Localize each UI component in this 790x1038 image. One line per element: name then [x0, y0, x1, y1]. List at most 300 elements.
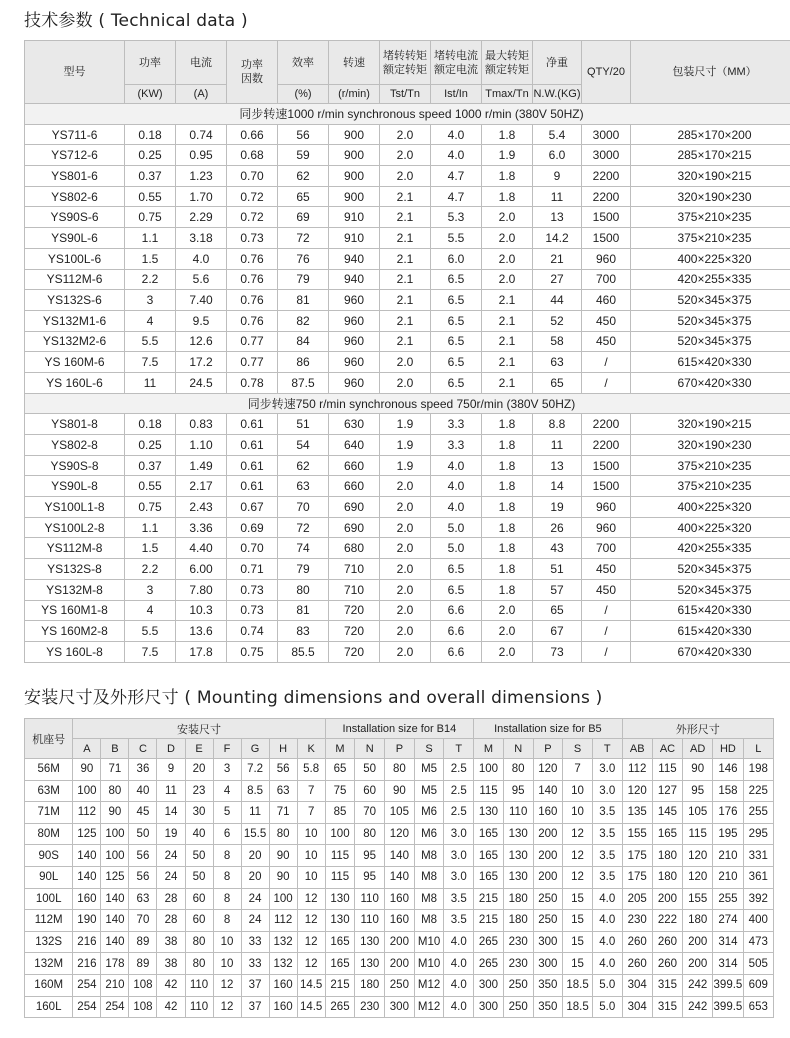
table-cell: 1.8	[482, 517, 533, 538]
table-cell: 12	[213, 974, 241, 996]
table-cell: 300	[474, 974, 504, 996]
table-cell: 71	[269, 802, 297, 824]
table-cell: 6.0	[533, 145, 582, 166]
frame-no-cell: 63M	[25, 780, 73, 802]
table-cell: 304	[622, 974, 652, 996]
table-row	[25, 931, 774, 953]
table-cell: 960	[582, 517, 631, 538]
table-cell: 14	[533, 476, 582, 497]
table-cell: 6.6	[431, 600, 482, 621]
table-cell: 115	[474, 780, 504, 802]
table-cell: 1.9	[380, 455, 431, 476]
table-cell: 130	[355, 953, 385, 975]
table-cell: 375×210×235	[631, 476, 790, 497]
table-cell: 2.2	[125, 559, 176, 580]
table-cell: 85.5	[278, 641, 329, 662]
table-cell: 960	[329, 290, 380, 311]
table-cell: M10	[414, 953, 444, 975]
table-cell: 1.5	[125, 248, 176, 269]
table-cell: YS100L1-8	[25, 497, 125, 518]
table-cell: 3.0	[444, 866, 474, 888]
table-cell: 250	[503, 974, 533, 996]
table-cell: 59	[278, 145, 329, 166]
table-cell: 112	[269, 910, 297, 932]
table-cell: 215	[474, 888, 504, 910]
table-cell: 0.37	[125, 455, 176, 476]
table-cell: 115	[325, 845, 355, 867]
table-cell: 50	[129, 823, 157, 845]
table-row	[25, 145, 790, 166]
table-cell: 720	[329, 621, 380, 642]
table-row	[25, 996, 774, 1018]
table-cell: 2.0	[380, 641, 431, 662]
table-cell: 62	[278, 166, 329, 187]
table-cell: 450	[582, 559, 631, 580]
table-cell: 165	[474, 866, 504, 888]
table-cell: 33	[241, 931, 269, 953]
table-row	[25, 476, 790, 497]
table-cell: 180	[503, 910, 533, 932]
table-cell: 132	[269, 931, 297, 953]
table-cell: 2.0	[380, 124, 431, 145]
table-cell: 615×420×330	[631, 600, 790, 621]
mount-table-body	[25, 759, 774, 1018]
table-cell: 165	[474, 845, 504, 867]
table-cell: 6.5	[431, 352, 482, 373]
mount-column-header: B	[101, 739, 129, 759]
table-cell: 110	[185, 996, 213, 1018]
table-cell: 4.0	[592, 888, 622, 910]
table-cell: 71	[101, 759, 129, 781]
table-cell: 82	[278, 310, 329, 331]
table-cell: 7.2	[241, 759, 269, 781]
tech-header-cell: 堵转电流 额定电流	[431, 41, 482, 85]
table-cell: 120	[533, 759, 563, 781]
table-cell: 63	[533, 352, 582, 373]
tech-header-cell: 包装尺寸（MM）	[631, 41, 790, 104]
frame-no-cell: 90L	[25, 866, 73, 888]
table-cell: 2.1	[380, 207, 431, 228]
table-cell: 2.1	[380, 269, 431, 290]
table-cell: 2.1	[482, 290, 533, 311]
table-cell: 3	[125, 579, 176, 600]
tech-header-cell: 堵转转矩 额定转矩	[380, 41, 431, 85]
table-cell: 0.25	[125, 435, 176, 456]
table-cell: 900	[329, 166, 380, 187]
table-cell: 165	[325, 953, 355, 975]
mount-column-header: L	[743, 739, 773, 759]
mount-column-header: AD	[683, 739, 713, 759]
table-cell: 8	[213, 866, 241, 888]
table-cell: 125	[73, 823, 101, 845]
table-cell: 1500	[582, 476, 631, 497]
table-cell: 450	[582, 310, 631, 331]
table-cell: /	[582, 600, 631, 621]
table-cell: 2.0	[380, 476, 431, 497]
table-cell: 1.8	[482, 166, 533, 187]
table-cell: 2.0	[380, 166, 431, 187]
table-cell: 0.61	[227, 476, 278, 497]
table-cell: M8	[414, 845, 444, 867]
table-cell: 9	[157, 759, 185, 781]
table-cell: 460	[582, 290, 631, 311]
table-cell: 250	[533, 910, 563, 932]
section-title: 同步转速750 r/min synchronous speed 750r/min (380V 50HZ)	[25, 393, 790, 414]
table-cell: 74	[278, 538, 329, 559]
table-cell: 2.0	[380, 538, 431, 559]
table-cell: 420×255×335	[631, 269, 790, 290]
table-cell: 690	[329, 517, 380, 538]
table-cell: 90	[73, 759, 101, 781]
table-cell: 200	[385, 953, 415, 975]
frame-no-cell: 100L	[25, 888, 73, 910]
table-cell: 1.8	[482, 497, 533, 518]
table-cell: 9.5	[176, 310, 227, 331]
table-cell: 265	[474, 931, 504, 953]
table-cell: 960	[329, 331, 380, 352]
table-cell: 200	[683, 953, 713, 975]
table-cell: 52	[533, 310, 582, 331]
table-cell: 4.0	[444, 953, 474, 975]
table-cell: 0.76	[227, 310, 278, 331]
table-cell: 160	[73, 888, 101, 910]
table-cell: M5	[414, 759, 444, 781]
table-cell: 4.0	[431, 476, 482, 497]
table-cell: 295	[743, 823, 773, 845]
tech-table-body	[25, 104, 790, 663]
tech-header-unit: (A)	[176, 85, 227, 104]
table-cell: 3.5	[592, 823, 622, 845]
table-cell: /	[582, 641, 631, 662]
table-cell: 4.0	[592, 931, 622, 953]
table-cell: 14	[157, 802, 185, 824]
table-cell: 81	[278, 290, 329, 311]
table-cell: 0.66	[227, 124, 278, 145]
table-cell: 670×420×330	[631, 372, 790, 393]
table-cell: 2200	[582, 435, 631, 456]
section-row	[25, 104, 790, 125]
table-cell: 28	[157, 888, 185, 910]
table-cell: 520×345×375	[631, 559, 790, 580]
mount-group-header: 安装尺寸	[73, 719, 325, 739]
table-cell: 720	[329, 600, 380, 621]
table-cell: 140	[73, 866, 101, 888]
table-cell: 3.5	[444, 888, 474, 910]
table-cell: 710	[329, 559, 380, 580]
mount-table-header	[25, 719, 774, 759]
table-cell: YS801-6	[25, 166, 125, 187]
table-cell: 6.6	[431, 621, 482, 642]
table-cell: 2.0	[380, 517, 431, 538]
table-cell: 0.75	[125, 497, 176, 518]
table-cell: 2.1	[380, 228, 431, 249]
table-cell: 2.0	[380, 621, 431, 642]
table-cell: 910	[329, 207, 380, 228]
table-row	[25, 759, 774, 781]
table-cell: 10	[297, 866, 325, 888]
table-cell: 87.5	[278, 372, 329, 393]
table-cell: 0.68	[227, 145, 278, 166]
table-cell: 90	[269, 866, 297, 888]
table-cell: 520×345×375	[631, 290, 790, 311]
table-cell: 11	[125, 372, 176, 393]
table-cell: YS 160L-8	[25, 641, 125, 662]
table-cell: 900	[329, 145, 380, 166]
table-cell: 5.3	[431, 207, 482, 228]
table-cell: 44	[533, 290, 582, 311]
table-cell: 230	[355, 996, 385, 1018]
table-cell: 3.3	[431, 414, 482, 435]
table-cell: M12	[414, 996, 444, 1018]
table-cell: 160	[269, 974, 297, 996]
table-cell: 0.69	[227, 517, 278, 538]
mount-column-header: M	[325, 739, 355, 759]
table-cell: YS801-8	[25, 414, 125, 435]
table-row	[25, 352, 790, 373]
table-cell: 0.72	[227, 186, 278, 207]
table-cell: 56	[278, 124, 329, 145]
table-cell: YS90S-6	[25, 207, 125, 228]
table-cell: YS712-6	[25, 145, 125, 166]
table-cell: 4.7	[431, 166, 482, 187]
table-cell: 0.67	[227, 497, 278, 518]
table-cell: 1500	[582, 455, 631, 476]
table-cell: 210	[713, 866, 743, 888]
table-cell: 250	[385, 974, 415, 996]
table-cell: 21	[533, 248, 582, 269]
table-cell: 95	[683, 780, 713, 802]
table-cell: 115	[652, 759, 682, 781]
mount-column-header: AC	[652, 739, 682, 759]
table-cell: 10	[297, 845, 325, 867]
table-cell: 76	[278, 248, 329, 269]
table-cell: 17.2	[176, 352, 227, 373]
table-cell: 4	[213, 780, 241, 802]
table-cell: 69	[278, 207, 329, 228]
table-cell: 285×170×200	[631, 124, 790, 145]
mount-column-header: P	[533, 739, 563, 759]
table-cell: 1.8	[482, 455, 533, 476]
tech-header-unit: (KW)	[125, 85, 176, 104]
table-cell: 165	[474, 823, 504, 845]
table-cell: YS802-8	[25, 435, 125, 456]
table-cell: 6.5	[431, 310, 482, 331]
mount-group-header: Installation size for B5	[474, 719, 622, 739]
table-cell: 0.73	[227, 600, 278, 621]
table-cell: 63	[278, 476, 329, 497]
table-cell: 670×420×330	[631, 641, 790, 662]
table-cell: 10	[563, 780, 593, 802]
table-cell: 10	[563, 802, 593, 824]
table-cell: 900	[329, 124, 380, 145]
table-cell: 50	[185, 866, 213, 888]
table-cell: M5	[414, 780, 444, 802]
frame-no-cell: 90S	[25, 845, 73, 867]
table-cell: M10	[414, 931, 444, 953]
table-cell: 216	[73, 953, 101, 975]
table-cell: 320×190×215	[631, 414, 790, 435]
table-cell: 15	[563, 910, 593, 932]
table-cell: 910	[329, 228, 380, 249]
table-cell: 304	[622, 996, 652, 1018]
table-cell: 130	[355, 931, 385, 953]
table-cell: 3.5	[592, 845, 622, 867]
table-cell: 450	[582, 331, 631, 352]
table-cell: 200	[683, 931, 713, 953]
table-cell: 3.0	[592, 780, 622, 802]
table-cell: 120	[683, 845, 713, 867]
table-cell: 175	[622, 866, 652, 888]
table-cell: 8.5	[241, 780, 269, 802]
table-cell: 242	[683, 996, 713, 1018]
frame-no-cell: 80M	[25, 823, 73, 845]
table-cell: 195	[713, 823, 743, 845]
table-cell: 3.0	[592, 759, 622, 781]
table-cell: 0.18	[125, 124, 176, 145]
table-cell: 4.0	[431, 124, 482, 145]
table-cell: YS132M1-6	[25, 310, 125, 331]
table-cell: 2.0	[482, 621, 533, 642]
table-row	[25, 600, 790, 621]
table-cell: 178	[101, 953, 129, 975]
table-cell: 400×225×320	[631, 497, 790, 518]
table-cell: 0.75	[227, 641, 278, 662]
table-cell: 7	[297, 802, 325, 824]
table-cell: 0.77	[227, 331, 278, 352]
table-cell: 1.8	[482, 414, 533, 435]
table-cell: 12	[563, 845, 593, 867]
table-cell: 160	[269, 996, 297, 1018]
table-cell: 90	[269, 845, 297, 867]
mount-column-header: M	[474, 739, 504, 759]
table-cell: 2200	[582, 414, 631, 435]
table-cell: 200	[533, 866, 563, 888]
table-cell: 160	[533, 802, 563, 824]
table-cell: 110	[503, 802, 533, 824]
table-cell: 285×170×215	[631, 145, 790, 166]
table-row	[25, 888, 774, 910]
frame-no-header: 机座号	[25, 719, 73, 759]
table-cell: 132	[269, 953, 297, 975]
table-cell: 0.25	[125, 145, 176, 166]
table-row	[25, 517, 790, 538]
table-cell: 112	[622, 759, 652, 781]
table-cell: 42	[157, 974, 185, 996]
table-cell: 108	[129, 974, 157, 996]
table-cell: 13.6	[176, 621, 227, 642]
table-cell: 3	[213, 759, 241, 781]
table-cell: YS112M-6	[25, 269, 125, 290]
table-cell: 11	[533, 435, 582, 456]
table-cell: 51	[278, 414, 329, 435]
table-cell: 0.76	[227, 290, 278, 311]
table-cell: 56	[129, 866, 157, 888]
mount-column-header: H	[269, 739, 297, 759]
table-cell: 5.6	[176, 269, 227, 290]
table-cell: 2.0	[482, 207, 533, 228]
table-cell: 2.1	[380, 248, 431, 269]
table-cell: 115	[683, 823, 713, 845]
table-cell: 660	[329, 476, 380, 497]
table-cell: 12	[297, 953, 325, 975]
table-cell: 2.1	[380, 331, 431, 352]
table-cell: 6.5	[431, 331, 482, 352]
table-cell: 2.0	[380, 372, 431, 393]
table-cell: 28	[157, 910, 185, 932]
table-cell: 0.18	[125, 414, 176, 435]
table-cell: YS132S-6	[25, 290, 125, 311]
table-cell: 3.0	[444, 845, 474, 867]
table-cell: 2200	[582, 186, 631, 207]
table-cell: 3.3	[431, 435, 482, 456]
table-cell: 210	[101, 974, 129, 996]
table-cell: 254	[101, 996, 129, 1018]
table-cell: 2.5	[444, 780, 474, 802]
mount-column-header: E	[185, 739, 213, 759]
table-cell: 120	[622, 780, 652, 802]
table-cell: 720	[329, 641, 380, 662]
table-cell: M12	[414, 974, 444, 996]
table-cell: 135	[622, 802, 652, 824]
table-cell: 56	[269, 759, 297, 781]
table-cell: 84	[278, 331, 329, 352]
table-cell: 198	[743, 759, 773, 781]
table-cell: YS711-6	[25, 124, 125, 145]
table-cell: 350	[533, 996, 563, 1018]
table-cell: 615×420×330	[631, 352, 790, 373]
table-cell: 2.2	[125, 269, 176, 290]
table-cell: 400	[743, 910, 773, 932]
table-cell: 4.0	[444, 974, 474, 996]
table-row	[25, 621, 790, 642]
table-cell: 1.1	[125, 517, 176, 538]
table-cell: 65	[325, 759, 355, 781]
table-cell: 3000	[582, 124, 631, 145]
table-cell: 660	[329, 455, 380, 476]
table-cell: 4.0	[592, 953, 622, 975]
table-cell: 399.5	[713, 974, 743, 996]
table-cell: 255	[713, 888, 743, 910]
table-cell: YS132M2-6	[25, 331, 125, 352]
table-cell: 60	[185, 910, 213, 932]
table-cell: 0.70	[227, 166, 278, 187]
table-cell: 2.0	[380, 600, 431, 621]
table-cell: 4	[125, 600, 176, 621]
table-cell: M8	[414, 888, 444, 910]
table-cell: 0.55	[125, 476, 176, 497]
table-cell: 215	[325, 974, 355, 996]
table-cell: 130	[503, 845, 533, 867]
table-row	[25, 186, 790, 207]
section-row	[25, 393, 790, 414]
table-cell: /	[582, 352, 631, 373]
table-cell: 8	[213, 910, 241, 932]
table-cell: YS 160M-6	[25, 352, 125, 373]
table-cell: 1.8	[482, 559, 533, 580]
table-cell: 2.0	[380, 497, 431, 518]
table-cell: 18.5	[563, 996, 593, 1018]
table-row	[25, 124, 790, 145]
table-cell: 6.6	[431, 641, 482, 662]
table-cell: 361	[743, 866, 773, 888]
tech-header-unit: (%)	[278, 85, 329, 104]
table-cell: 180	[503, 888, 533, 910]
mount-column-header: G	[241, 739, 269, 759]
table-cell: 165	[325, 931, 355, 953]
table-cell: 205	[622, 888, 652, 910]
table-cell: 15	[563, 888, 593, 910]
table-cell: 260	[622, 931, 652, 953]
